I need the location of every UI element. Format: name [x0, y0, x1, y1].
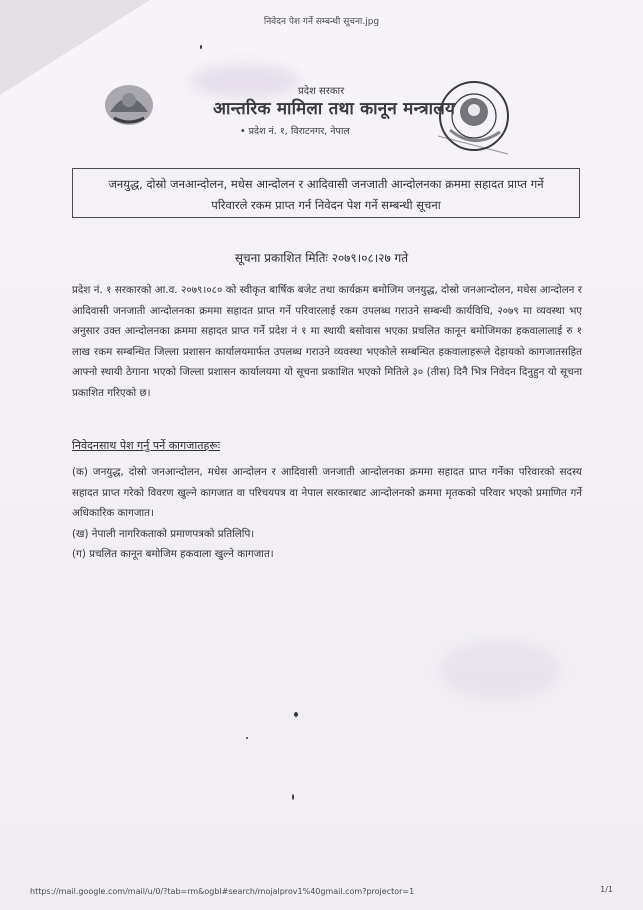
- footer-url: https://mail.google.com/mail/u/0/?tab=rm&ogbl#search/mojalprov1%40gmail.com?projector=1: [30, 887, 415, 896]
- nepal-emblem-icon: [100, 78, 158, 128]
- documents-list: [72, 462, 582, 565]
- page-number: 1/1: [600, 885, 613, 894]
- dust-speck: [292, 794, 294, 800]
- government-label: प्रदेश सरकार: [298, 86, 345, 97]
- published-date: सूचना प्रकाशित मितिः २०७९।०८।२७ गते: [234, 251, 409, 265]
- subject-line-1: जनयुद्ध, दोस्रो जनआन्दोलन, मधेस आन्दोलन र आदिवासी जनजाती आन्दोलनका क्रममा सहादत प्राप्त गर्ने: [108, 177, 544, 191]
- document-item: (ग) प्रचलित कानून बमोजिम हकवाला खुल्ने कागजात।: [72, 548, 274, 560]
- notice-subject-box: [72, 168, 580, 218]
- office-address: • प्रदेश नं. १, विराटनगर, नेपाल: [240, 126, 350, 137]
- ministry-name: आन्तरिक मामिला तथा कानून मन्त्रालय: [213, 99, 456, 119]
- dust-speck: [200, 45, 202, 49]
- dust-speck: [294, 712, 298, 717]
- bullet-icon: •: [240, 126, 249, 137]
- document-item: (ख) नेपाली नागरिकताको प्रमाणपत्रको प्रतिलिपि।: [72, 527, 255, 540]
- subject-line-2: परिवारले रकम प्राप्त गर्न निवेदन पेश गर्ने सम्बन्धी सूचना: [211, 198, 441, 212]
- dust-speck: [246, 737, 248, 739]
- document-item: (क) जनयुद्ध, दोस्रो जनआन्दोलन, मधेस आन्दोलन र आदिवासी जनजाती आन्दोलनका क्रममा सहादत प्राप्त गर्नेका परिवारको सदस्य सहादत प्राप्त गरेको विवरण खुल्ने कागजात वा परिचयपत्र वा नेपाल सरकारबाट आन्दोलनको क्रममा मृतकको परिवार भएको प्रमाणित गर्ने अधिकारिक कागजात।: [72, 466, 582, 519]
- ink-smudge: [190, 64, 300, 98]
- file-name: निवेदन पेश गर्ने सम्बन्धी सूचना.jpg: [263, 17, 380, 27]
- ink-smudge: [440, 640, 560, 700]
- notice-body: प्रदेश नं. १ सरकारको आ.व. २०७९।०८० को स्वीकृत बार्षिक बजेट तथा कार्यक्रम बमोजिम जनयुद्ध, दोस्रो जनआन्दोलन, मधेस आन्दोलन र आदिवासी जनजाती आन्दोलनका क्रममा सहादत प्राप्त गर्ने परिवारलाई रकम उपलब्ध गराउने सम्बन्धी कार्यविधि, २०७९ मा व्यवस्था भए अनुसार उक्त आन्दोलनका क्रममा सहादत प्राप्त गर्ने प्रदेश नं १ मा स्थायी बसोवास भएका प्रचलित कानून बमोजिमका हकवालालाई रु १ लाख रकम सम्बन्धित जिल्ला प्रशासन कार्यालयमार्फत उपलब्ध गराउने व्यवस्था भएकोले सम्बन्धित हकवालाहरूले देहायको कागजातसहित आफ्नो स्थायी ठेगाना भएको जिल्ला प्रशासन कार्यालयमा यो सूचना प्रकाशित भएको मितिले ३० (तीस) दिनै भित्र निवेदन दिनुहुन यो सूचना प्रकाशित गरिएको छ।: [72, 284, 582, 399]
- documents-heading: निवेदनसाथ पेश गर्नु पर्ने कागजातहरूः: [72, 439, 221, 452]
- official-stamp-icon: [430, 76, 516, 162]
